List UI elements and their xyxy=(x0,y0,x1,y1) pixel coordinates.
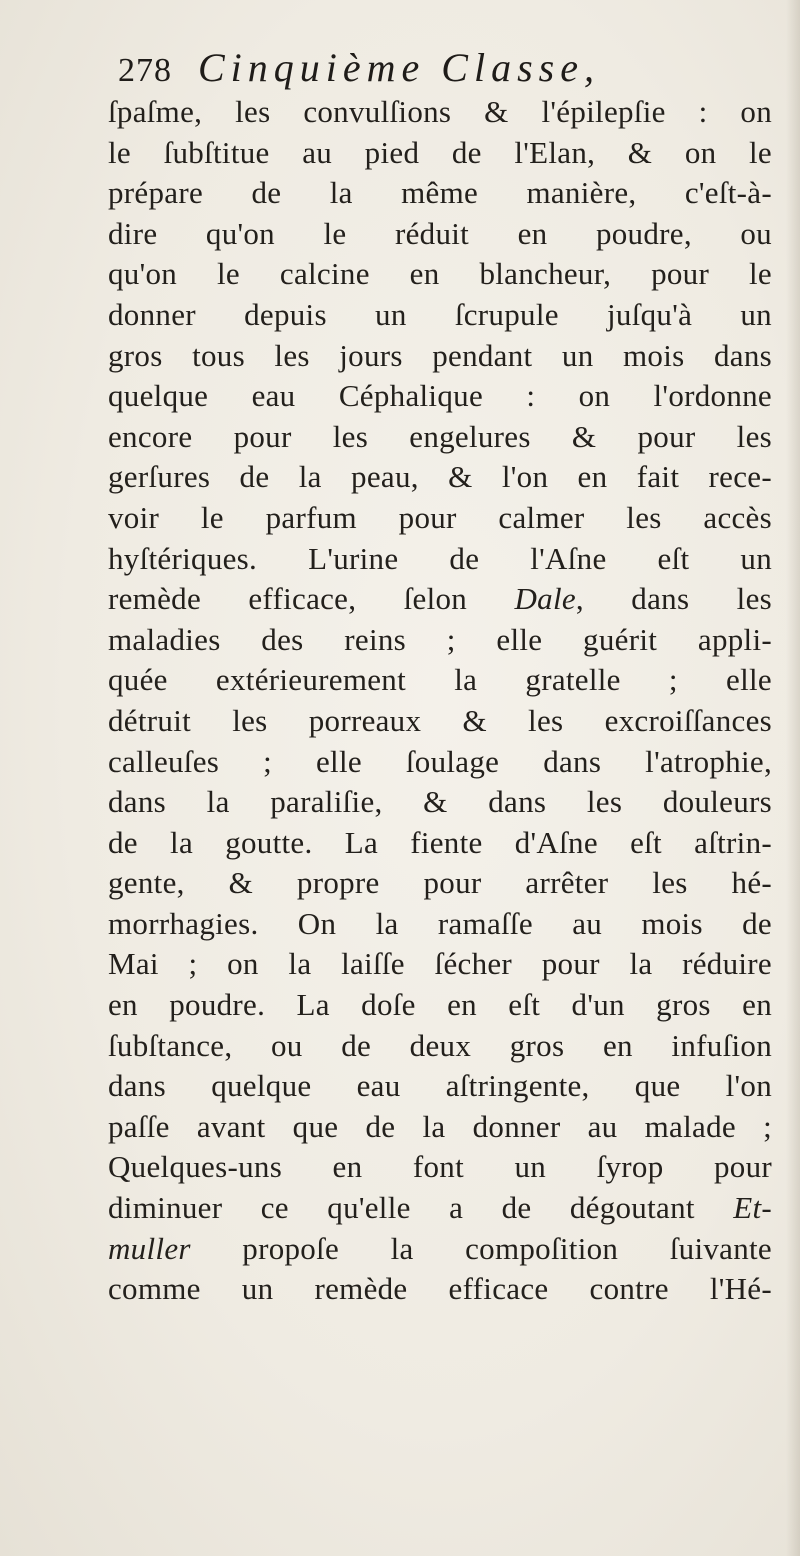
text-line: ſubſtance, ou de deux gros en infuſion xyxy=(108,1027,772,1063)
text-line: de la goutte. La fiente d'Aſne eſt aſtrin- xyxy=(108,824,772,860)
text-line: le ſubſtitue au pied de l'Elan, & on le xyxy=(108,134,772,170)
text-line: Quelques-uns en font un ſyrop pour xyxy=(108,1149,772,1185)
text-line-segment: propoſe la compoſition ſuivante xyxy=(242,1230,772,1266)
text-line: gerſures de la peau, & l'on en fait rece- xyxy=(108,459,772,495)
italic-author-name: muller xyxy=(108,1230,191,1266)
text-line: comme un remède efficace contre l'Hé- xyxy=(108,1271,772,1307)
text-line: quée extérieurement la gratelle ; elle xyxy=(108,662,772,698)
text-line: dans la paraliſie, & dans les douleurs xyxy=(108,784,772,820)
text-line: calleuſes ; elle ſoulage dans l'atrophie, xyxy=(108,743,772,779)
text-line: voir le parfum pour calmer les accès xyxy=(108,499,772,535)
text-line: gente, & propre pour arrêter les hé- xyxy=(108,865,772,901)
text-line: Mai ; on la laiſſe ſécher pour la réduire xyxy=(108,946,772,982)
text-line: qu'on le calcine en blancheur, pour le xyxy=(108,256,772,292)
running-title: Cinquième Classe, xyxy=(198,45,600,90)
text-line: gros tous les jours pendant un mois dans xyxy=(108,337,772,373)
text-line: donner depuis un ſcrupule juſqu'à un xyxy=(108,296,772,332)
text-line: détruit les porreaux & les excroiſſances xyxy=(108,702,772,738)
italic-author-name: Dale xyxy=(514,581,576,617)
text-line: morrhagies. On la ramaſſe au mois de xyxy=(108,905,772,941)
text-line-with-italic xyxy=(108,1188,772,1229)
text-line-segment: diminuer ce qu'elle a de dégoutant xyxy=(108,1190,695,1226)
text-line: ſpaſme, les convulſions & l'épilepſie : on xyxy=(108,94,772,129)
text-line: quelque eau Céphalique : on l'ordonne xyxy=(108,378,772,414)
page-number: 278 xyxy=(118,52,172,89)
text-line-segment: , dans les xyxy=(575,581,772,617)
text-line: dire qu'on le réduit en poudre, ou xyxy=(108,215,772,251)
text-line: paſſe avant que de la donner au malade ; xyxy=(108,1108,772,1144)
page-edge-shadow xyxy=(786,0,800,1556)
italic-author-name: Et- xyxy=(733,1190,772,1226)
text-line: maladies des reins ; elle guérit appli- xyxy=(108,621,772,657)
text-line-with-italic xyxy=(108,1229,772,1270)
text-line: dans quelque eau aſtringente, que l'on xyxy=(108,1068,772,1104)
text-line-segment: remède efficace, ſelon xyxy=(108,581,468,617)
page-header xyxy=(118,44,758,96)
text-line: en poudre. La doſe en eſt d'un gros en xyxy=(108,987,772,1023)
text-line: prépare de la même manière, c'eſt-à- xyxy=(108,175,772,211)
text-line: hyſtériques. L'urine de l'Aſne eſt un xyxy=(108,540,772,576)
text-line: encore pour les engelures & pour les xyxy=(108,418,772,454)
body-text xyxy=(108,92,772,1310)
text-line-with-italic xyxy=(108,579,772,620)
